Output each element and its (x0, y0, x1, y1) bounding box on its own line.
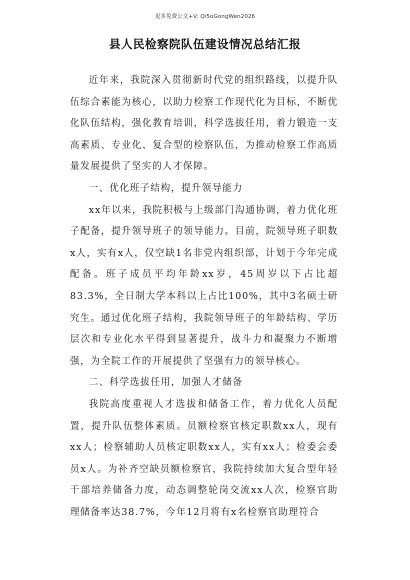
paragraph-section-2: 我院高度重视人才选拔和储备工作，着力优化人员配置，提升队伍整体素质。员额检察官核定职数xx人，现有xx人；检察辅助人员核定职数xx人，实有xx人；检委会委员x人。为补齐空缺员额检察官，我院持续加大复合型年轻干部培养储备力度，动态调整轮岗交流xx人次，检察官助理储备率达38.7%，今年12月将有x名检察官助理符合 (70, 398, 338, 518)
section-heading-2: 二、科学选拔任用，加强人才储备 (88, 377, 243, 389)
section-heading-1: 一、优化班子结构，提升领导能力 (88, 182, 243, 194)
paragraph-section-1: xx年以来，我院积极与上级部门沟通协调，着力优化班子配备，提升领导班子的领导能力。目前，院领导班子职数x人，实有x人，仅空缺1名非党内组织部，计划于今年完成配备。班子成员平均年龄xx岁，45周岁以下占比超83.3%，全日制大学本科以上占比100%，其中3名硕士研究生。通过优化班子结构，我院领导班子的年龄结构、学历层次和专业化水平得到显著提升，战斗力和凝聚力不断增强，为全院工作的开展提供了坚强有力的领导核心。 (70, 204, 338, 367)
document-body (70, 70, 338, 523)
header-note: 更多免费公文+V: Qi5oGongWen2026 (154, 14, 256, 20)
paragraph-intro: 近年来，我院深入贯彻新时代党的组织路线，以提升队伍综合素能为核心，以助力检察工作现代化为目标，不断优化队伍结构，强化教育培训，科学选拔任用，着力锻造一支高素质、专业化、复合型的检察队伍，为推动检察工作高质量发展提供了坚实的人才保障。 (70, 75, 338, 173)
document-title: 县人民检察院队伍建设情况总结汇报 (109, 37, 301, 51)
